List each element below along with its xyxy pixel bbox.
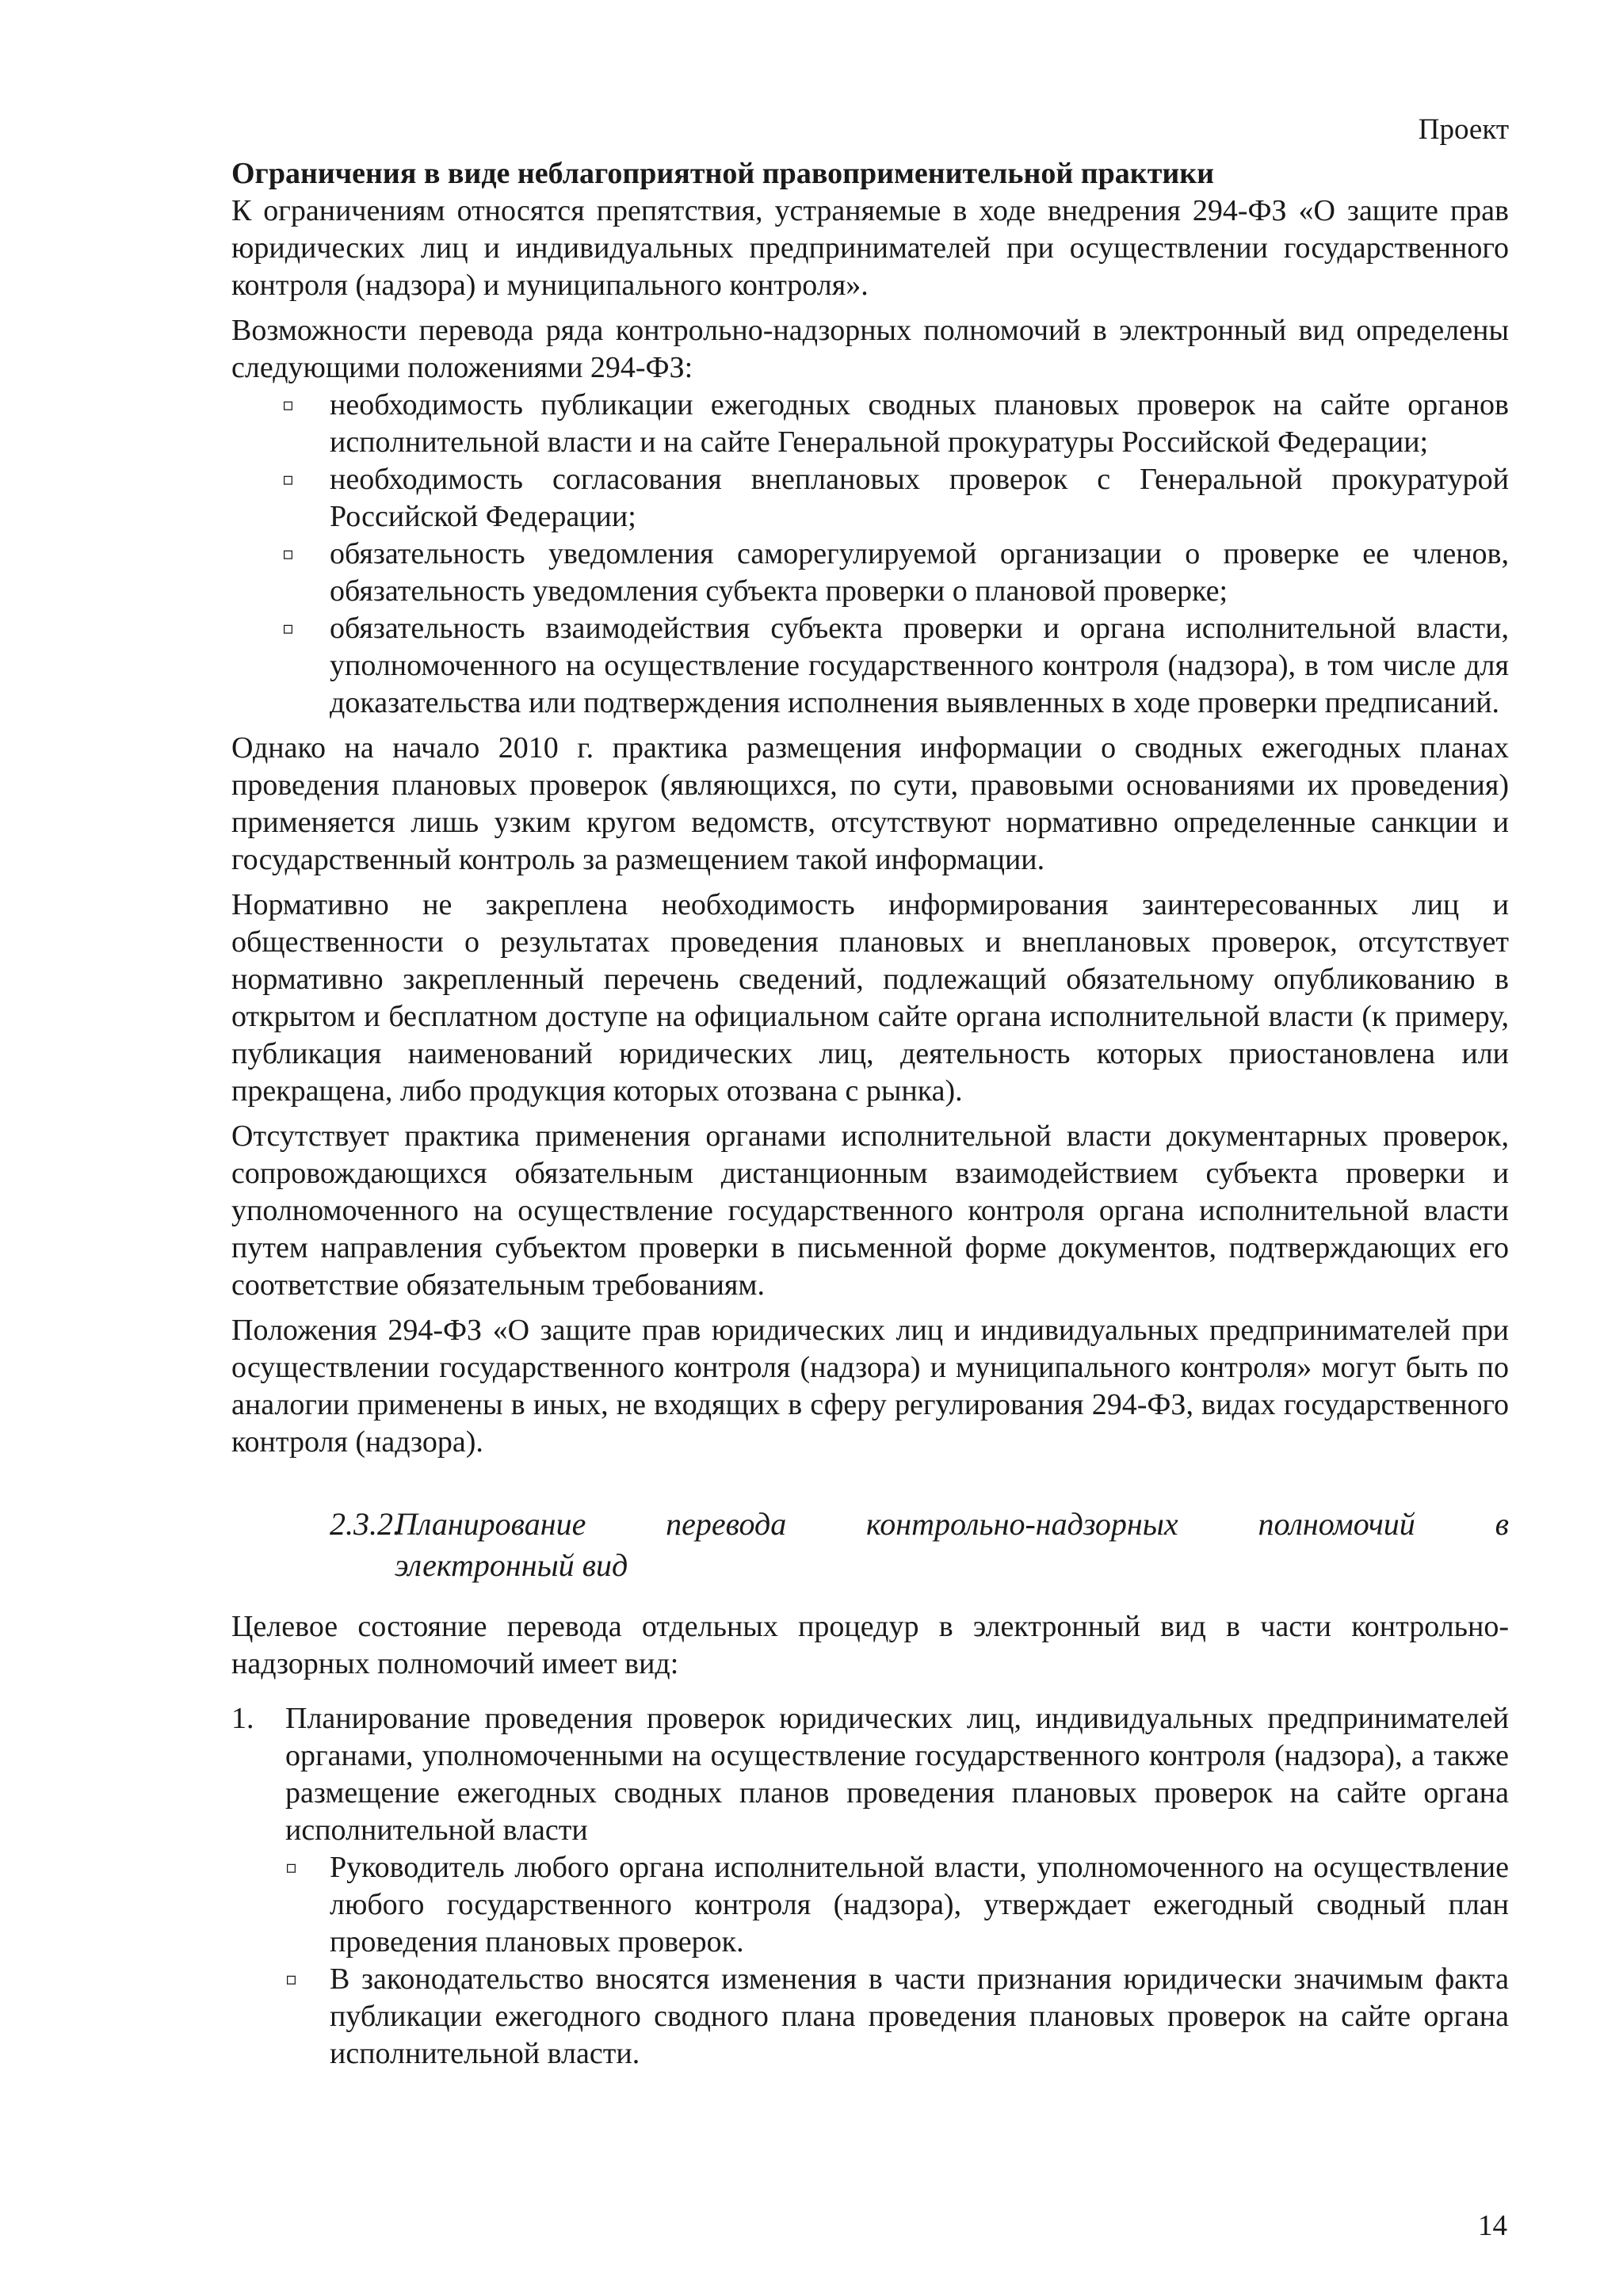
subsection-title-word: контрольно-надзорных	[866, 1506, 1178, 1542]
section-title: Ограничения в виде неблагоприятной правоприменительной практики	[231, 157, 1215, 190]
list-item	[285, 1849, 1509, 1961]
subsection-title-word: Планирование	[395, 1506, 586, 1542]
square-bullet-icon: ▫	[282, 544, 294, 564]
square-bullet-icon: ▫	[285, 1970, 297, 1989]
subsection-title-word: в	[1495, 1506, 1509, 1542]
square-bullet-icon: ▫	[282, 395, 294, 415]
subsection-title-word: полномочий	[1258, 1506, 1415, 1542]
provisions-list	[231, 387, 1509, 722]
page-number: 14	[1478, 2210, 1507, 2242]
document-body	[231, 155, 1509, 2073]
square-bullet-icon: ▫	[282, 470, 294, 490]
possibilities-paragraph: Возможности перевода ряда контрольно-надзорных полномочий в электронный вид определены следующими положениями 294-ФЗ:	[231, 314, 1509, 384]
square-bullet-icon: ▫	[282, 619, 294, 639]
list-item-text: необходимость согласования внеплановых проверок с Генеральной прокуратурой Российской Федерации;	[330, 463, 1509, 533]
numbered-list	[231, 1700, 1509, 2073]
body-paragraph: Положения 294-ФЗ «О защите прав юридических лиц и индивидуальных предпринимателей при осуществлении государственного контроля (надзора) и муниципального контроля» могут быть по аналогии применены в иных, не входящих в сферу регулирования 294-ФЗ, видах государственного контроля (надзора).	[231, 1314, 1509, 1459]
list-item-text: необходимость публикации ежегодных сводных плановых проверок на сайте органов исполнительной власти и на сайте Генеральной прокуратуры Российской Федерации;	[330, 388, 1509, 459]
list-item	[285, 1961, 1509, 2073]
nested-bullet-list	[285, 1849, 1509, 2073]
list-item	[231, 461, 1509, 536]
list-item-text: обязательность уведомления саморегулируемой организации о проверке ее членов, обязательность уведомления субъекта проверки о плановой проверке;	[330, 537, 1509, 608]
subsection-number: 2.3.2.	[330, 1506, 401, 1542]
subsection-title-word: перевода	[666, 1506, 787, 1542]
list-item	[231, 536, 1509, 610]
project-label: Проект	[1418, 113, 1509, 146]
numbered-list-item	[231, 1700, 1509, 2073]
numbered-item-text: Планирование проведения проверок юридических лиц, индивидуальных предпринимателей органами, уполномоченными на осуществление государственного контроля (надзора), а также размещение ежегодных сводных планов проведения плановых проверок на сайте органа исполнительной власти	[285, 1702, 1509, 1847]
list-item-text: Руководитель любого органа исполнительной власти, уполномоченного на осуществление любого государственного контроля (надзора), утверждает ежегодный сводный план проведения плановых проверок.	[330, 1851, 1509, 1958]
subsection-heading	[231, 1504, 1509, 1586]
list-item	[231, 387, 1509, 461]
body-paragraph: Нормативно не закреплена необходимость информирования заинтересованных лиц и общественности о результатах проведения плановых и внеплановых проверок, отсутствует нормативно закрепленный перечень сведений, подлежащий обязательному опубликованию в открытом и бесплатном доступе на официальном сайте органа исполнительной власти (к примеру, публикация наименований юридических лиц, деятельность которых приостановлена или прекращена, либо продукция которых отозвана с рынка).	[231, 888, 1509, 1108]
list-item	[231, 610, 1509, 722]
list-item-text: обязательность взаимодействия субъекта проверки и органа исполнительной власти, уполномоченного на осуществление государственного контроля (надзора), в том числе для доказательства или подтверждения исполнения выявленных в ходе проверки предписаний.	[330, 612, 1509, 719]
subsection-intro-paragraph: Целевое состояние перевода отдельных процедур в электронный вид в части контрольно-надзорных полномочий имеет вид:	[231, 1610, 1509, 1680]
body-paragraph: Отсутствует практика применения органами исполнительной власти документарных проверок, сопровождающихся обязательным дистанционным взаимодействием субъекта проверки и уполномоченного на осуществление государственного контроля органа исполнительной власти путем направления субъектом проверки в письменной форме документов, подтверждающих его соответствие обязательным требованиям.	[231, 1119, 1509, 1302]
square-bullet-icon: ▫	[285, 1858, 297, 1878]
body-paragraph: Однако на начало 2010 г. практика размещения информации о сводных ежегодных планах проведения плановых проверок (являющихся, по сути, правовыми основаниями их проведения) применяется лишь узким кругом ведомств, отсутствуют нормативно определенные санкции и государственный контроль за размещением такой информации.	[231, 731, 1509, 876]
section-intro-paragraph: К ограничениям относятся препятствия, устраняемые в ходе внедрения 294-ФЗ «О защите прав юридических лиц и индивидуальных предпринимателей при осуществлении государственного контроля (надзора) и муниципального контроля».	[231, 194, 1509, 302]
list-item-number: 1.	[231, 1702, 254, 1735]
list-item-text: В законодательство вносятся изменения в части признания юридически значимым факта публикации ежегодного сводного плана проведения плановых проверок на сайте органа исполнительной власти.	[330, 1962, 1509, 2070]
subsection-title-continuation: электронный вид	[395, 1547, 628, 1583]
